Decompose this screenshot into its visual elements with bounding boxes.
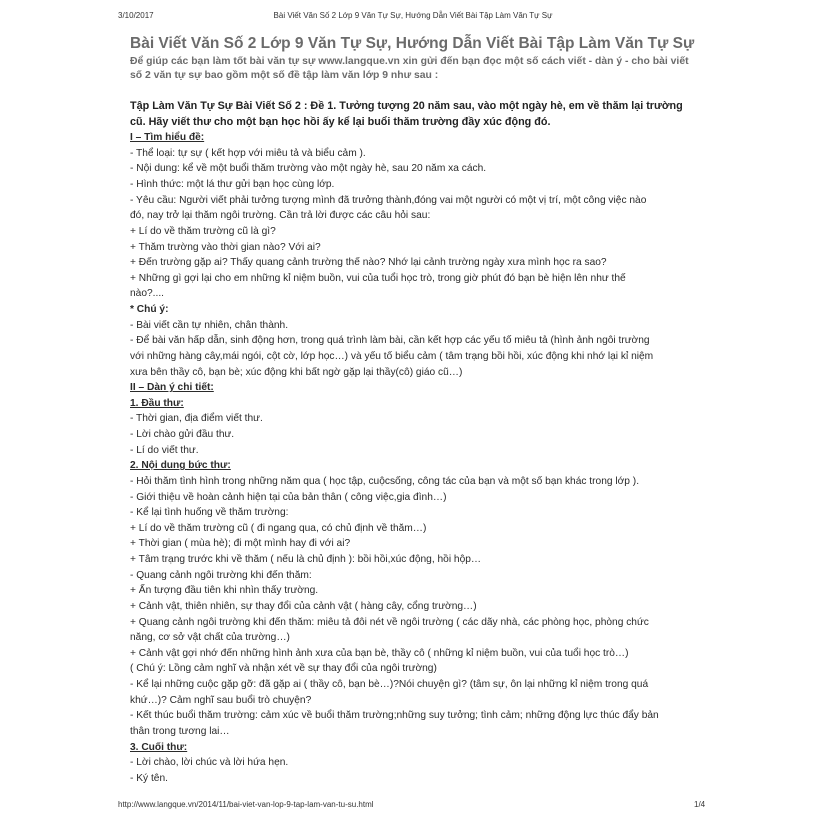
text-line: thân trong tương lai… — [130, 725, 230, 737]
text-line: năng, cơ sở vật chất của trường…) — [130, 632, 290, 644]
text-line: * Chú ý: — [130, 304, 169, 316]
text-line: - Giới thiệu về hoàn cảnh hiện tại của bản thân ( công việc,gia đình…) — [130, 491, 447, 503]
text-line: ( Chú ý: Lồng cảm nghĩ và nhận xét về sự thay đổi của ngôi trường) — [130, 663, 437, 675]
text-line: - Yêu cầu: Người viết phải tưởng tượng mình đã trưởng thành,đóng vai một người có một vị trí, một công việc nào — [130, 194, 647, 206]
text-line: + Cảnh vật, thiên nhiên, sự thay đổi của cảnh vật ( hàng cây, cổng trường…) — [130, 600, 477, 612]
text-line: + Ấn tượng đầu tiên khi nhìn thấy trường. — [130, 585, 319, 597]
text-line: - Quang cảnh ngôi trường khi đến thăm: — [130, 569, 312, 581]
intro-paragraph: Để giúp các bạn làm tốt bài văn tự sự www.langque.vn xin gửi đến bạn đọc một số cách viết - dàn ý - cho bài viết số 2 văn tự sự bao gồm một số đề tập làm văn lớp 9 như sau : — [130, 56, 689, 81]
text-line: - Để bài văn hấp dẫn, sinh động hơn, trong quá trình làm bài, cần kết hợp các yếu tố miêu tả (hình ảnh ngôi trường — [130, 335, 650, 347]
text-line: - Nội dung: kể về một buổi thăm trường vào một ngày hè, sau 20 năm xa cách. — [130, 163, 487, 175]
section-heading: 3. Cuối thư: — [130, 741, 188, 753]
text-line: + Lí do về thăm trường cũ là gì? — [130, 225, 276, 237]
text-line: + Cảnh vật gợi nhớ đến những hình ảnh xưa của bạn bè, thầy cô ( những kỉ niệm buồn, vui của tuổi học trò…) — [130, 647, 629, 659]
page-footer — [0, 800, 826, 814]
text-line: xưa bên thầy cô, bạn bè; xúc động khi bất ngờ gặp lại thầy(cô) giáo cũ…) — [130, 366, 463, 378]
section-heading: II – Dàn ý chi tiết: — [130, 382, 214, 394]
text-line: + Tâm trạng trước khi về thăm ( nếu là chủ định ): bồi hồi,xúc động, hồi hộp… — [130, 554, 482, 566]
print-title: Bài Viết Văn Số 2 Lớp 9 Văn Tự Sự, Hướng Dẫn Viết Bài Tập Làm Văn Tự Sự — [273, 11, 553, 20]
page-number: 1/4 — [694, 800, 706, 809]
text-line: với những hàng cây,mái ngói, cột cờ, lớp học…) và yếu tố biểu cảm ( tâm trạng bồi hồi, xúc động khi nhớ lại kỉ niệm — [130, 350, 654, 362]
section-heading: 1. Đầu thư: — [130, 397, 184, 409]
text-line: - Lời chào, lời chúc và lời hứa hẹn. — [130, 757, 289, 769]
text-line: - Thời gian, địa điểm viết thư. — [130, 413, 263, 425]
outline-lines — [130, 130, 700, 786]
source-url: http://www.langque.vn/2014/11/bai-viet-van-lop-9-tap-lam-van-tu-su.html — [118, 800, 374, 809]
document-body — [130, 34, 700, 786]
document-title: Bài Viết Văn Số 2 Lớp 9 Văn Tự Sự, Hướng Dẫn Viết Bài Tập Làm Văn Tự Sự — [130, 35, 695, 52]
text-line: - Kể lại những cuộc gặp gỡ: đã gặp ai ( thầy cô, bạn bè…)?Nói chuyện gì? (tâm sự, ôn lại những kỉ niệm trong quá — [130, 679, 649, 691]
text-line: - Hình thức: một lá thư gửi bạn học cùng lớp. — [130, 179, 335, 191]
text-line: - Thể loại: tự sự ( kết hợp với miêu tả và biểu cảm ). — [130, 147, 366, 159]
text-line: - Ký tên. — [130, 772, 168, 784]
text-line: - Lời chào gửi đầu thư. — [130, 429, 235, 441]
section-heading: 2. Nội dung bức thư: — [130, 460, 231, 472]
text-line: - Bài viết cần tự nhiên, chân thành. — [130, 319, 289, 331]
text-line: - Lí do viết thư. — [130, 444, 199, 456]
text-line: + Thăm trường vào thời gian nào? Với ai? — [130, 241, 321, 253]
print-date: 3/10/2017 — [118, 11, 154, 20]
text-line: - Hỏi thăm tình hình trong những năm qua ( học tập, cuộcsống, công tác của bạn và một số bạn khác trong lớp ). — [130, 475, 640, 487]
text-line: + Thời gian ( mùa hè); đi một mình hay đi với ai? — [130, 538, 351, 550]
text-line: nào?.... — [130, 288, 164, 300]
text-line: + Quang cảnh ngôi trường khi đến thăm: miêu tả đôi nét về ngôi trường ( các dãy nhà, các phòng học, phòng chức — [130, 616, 649, 628]
text-line: - Kể lại tình huống về thăm trường: — [130, 507, 289, 519]
essay-topic: Tập Làm Văn Tự Sự Bài Viết Số 2 : Đề 1. Tưởng tượng 20 năm sau, vào một ngày hè, em về thăm lại trường cũ. Hãy viết thư cho một bạn học hồi ấy kể lại buổi thăm trường đầy xúc động đó. — [130, 100, 683, 128]
page-header — [0, 0, 826, 22]
text-line: khứ…)? Cảm nghĩ sau buổi trò chuyện? — [130, 694, 312, 706]
text-line: + Những gì gợi lại cho em những kỉ niệm buồn, vui của tuổi học trò, trong giờ phút đó bạn bè hiện lên như thế — [130, 272, 626, 284]
text-line: - Kết thúc buổi thăm trường: cảm xúc về buổi thăm trường;những suy tưởng; tình cảm; những động lực thúc đẩy bản — [130, 710, 659, 722]
text-line: + Đến trường gặp ai? Thấy quang cảnh trường thế nào? Nhớ lại cảnh trường ngày xưa mình học ra sao? — [130, 257, 607, 269]
section-heading: I – Tìm hiểu đề: — [130, 132, 205, 144]
text-line: đó, nay trở lại thăm ngôi trường. Cần trả lời được các câu hỏi sau: — [130, 210, 431, 222]
text-line: + Lí do về thăm trường cũ ( đi ngang qua, có chủ định về thăm…) — [130, 522, 427, 534]
